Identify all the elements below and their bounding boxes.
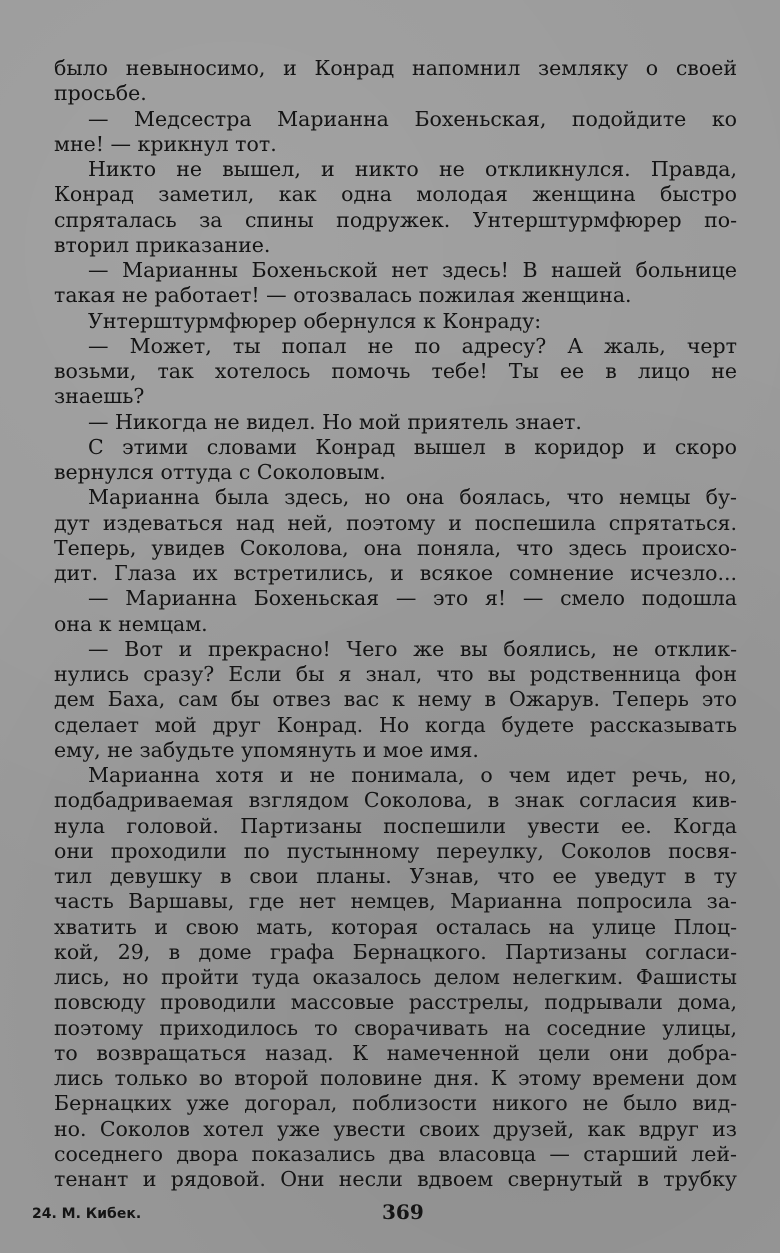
text-line: лись, но пройти туда оказалось делом нелегким. Фашисты bbox=[54, 965, 737, 989]
text-line: лись только во второй половине дня. К этому времени дом bbox=[54, 1066, 737, 1090]
text-line: Марианна была здесь, но она боялась, что немцы бу- bbox=[88, 485, 737, 510]
text-line: мне! — крикнул тот. bbox=[54, 131, 277, 156]
text-line: — Может, ты попал не по адресу? А жаль, черт bbox=[88, 333, 737, 358]
text-line: Конрад заметил, как одна молодая женщина быстро bbox=[54, 182, 737, 207]
text-line: они проходили по пустынному переулку, Соколов посвя- bbox=[54, 838, 737, 863]
text-line: тенант и рядовой. Они несли вдвоем свернутый в трубку bbox=[54, 1167, 737, 1191]
text-line: сделает мой друг Конрад. Но когда будете рассказывать bbox=[54, 712, 737, 737]
text-line: часть Варшавы, где нет немцев, Марианна попросила за- bbox=[54, 889, 737, 914]
text-line: знаешь? bbox=[54, 384, 145, 409]
text-line: она к немцам. bbox=[54, 611, 208, 636]
text-line: Никто не вышел, и никто не откликнулся. Правда, bbox=[88, 157, 737, 181]
page-footer bbox=[32, 1200, 732, 1230]
text-line: спряталась за спины подружек. Унтерштурмфюрер по- bbox=[54, 207, 737, 232]
text-line: подбадриваемая взглядом Соколова, в знак согласия кив- bbox=[54, 788, 737, 813]
text-line: Бернацких уже догорал, поблизости никого не было вид- bbox=[54, 1091, 737, 1116]
text-line: нулись сразу? Если бы я знал, что вы родственница фон bbox=[54, 662, 737, 686]
text-line: соседнего двора показались два власовца — старший лей- bbox=[54, 1141, 737, 1166]
text-line: кой, 29, в доме графа Бернацкого. Партизаны согласи- bbox=[54, 939, 737, 964]
text-line: дем Баха, сам бы отвез вас к нему в Ожарув. Теперь это bbox=[54, 687, 737, 712]
text-line: повсюду проводили массовые расстрелы, подрывали дома, bbox=[54, 990, 737, 1015]
text-line: — Вот и прекрасно! Чего же вы боялись, не отклик- bbox=[88, 636, 737, 661]
text-line: такая не работает! — отозвалась пожилая женщина. bbox=[54, 283, 632, 308]
text-line: дит. Глаза их встретились, и всякое сомнение исчезло... bbox=[54, 561, 737, 585]
page-number: 369 bbox=[382, 1200, 424, 1224]
text-line: — Марианны Бохеньской нет здесь! В нашей больнице bbox=[88, 258, 737, 282]
text-line: вернулся оттуда с Соколовым. bbox=[54, 460, 386, 484]
text-line: дут издеваться над ней, поэтому и поспешила спрятаться. bbox=[54, 510, 737, 535]
text-line: было невыносимо, и Конрад напомнил земляку о своей bbox=[54, 56, 737, 80]
text-line: — Медсестра Марианна Бохеньская, подойдите ко bbox=[88, 106, 737, 131]
text-line: ему, не забудьте упомянуть и мое имя. bbox=[54, 737, 479, 762]
text-line: тил девушку в свои планы. Узнав, что ее уведут в ту bbox=[54, 864, 737, 888]
text-line: Марианна хотя и не понимала, о чем идет речь, но, bbox=[88, 763, 737, 787]
text-line: Унтерштурмфюрер обернулся к Конраду: bbox=[88, 308, 542, 333]
text-line: — Марианна Бохеньская — это я! — смело подошла bbox=[88, 586, 737, 611]
text-line: возьми, так хотелось помочь тебе! Ты ее в лицо не bbox=[54, 359, 737, 383]
text-line: вторил приказание. bbox=[54, 232, 271, 257]
text-line: поэтому приходилось то сворачивать на соседние улицы, bbox=[54, 1015, 737, 1040]
text-line: нула головой. Партизаны поспешили увести ее. Когда bbox=[54, 813, 737, 838]
text-line: Теперь, увидев Соколова, она поняла, что здесь происхо- bbox=[54, 535, 737, 560]
text-line: просьбе. bbox=[54, 81, 147, 106]
text-line: — Никогда не видел. Но мой приятель знает. bbox=[88, 409, 582, 434]
text-line: хватить и свою мать, которая осталась на улице Плоц- bbox=[54, 914, 737, 939]
printer-signature: 24. М. Кибек. bbox=[32, 1206, 142, 1222]
text-line: С этими словами Конрад вышел в коридор и скоро bbox=[88, 434, 737, 459]
text-line: но. Соколов хотел уже увести своих друзей, как вдруг из bbox=[54, 1116, 737, 1141]
text-line: то возвращаться назад. К намеченной цели они добра- bbox=[54, 1040, 737, 1065]
body-text bbox=[54, 56, 737, 1192]
